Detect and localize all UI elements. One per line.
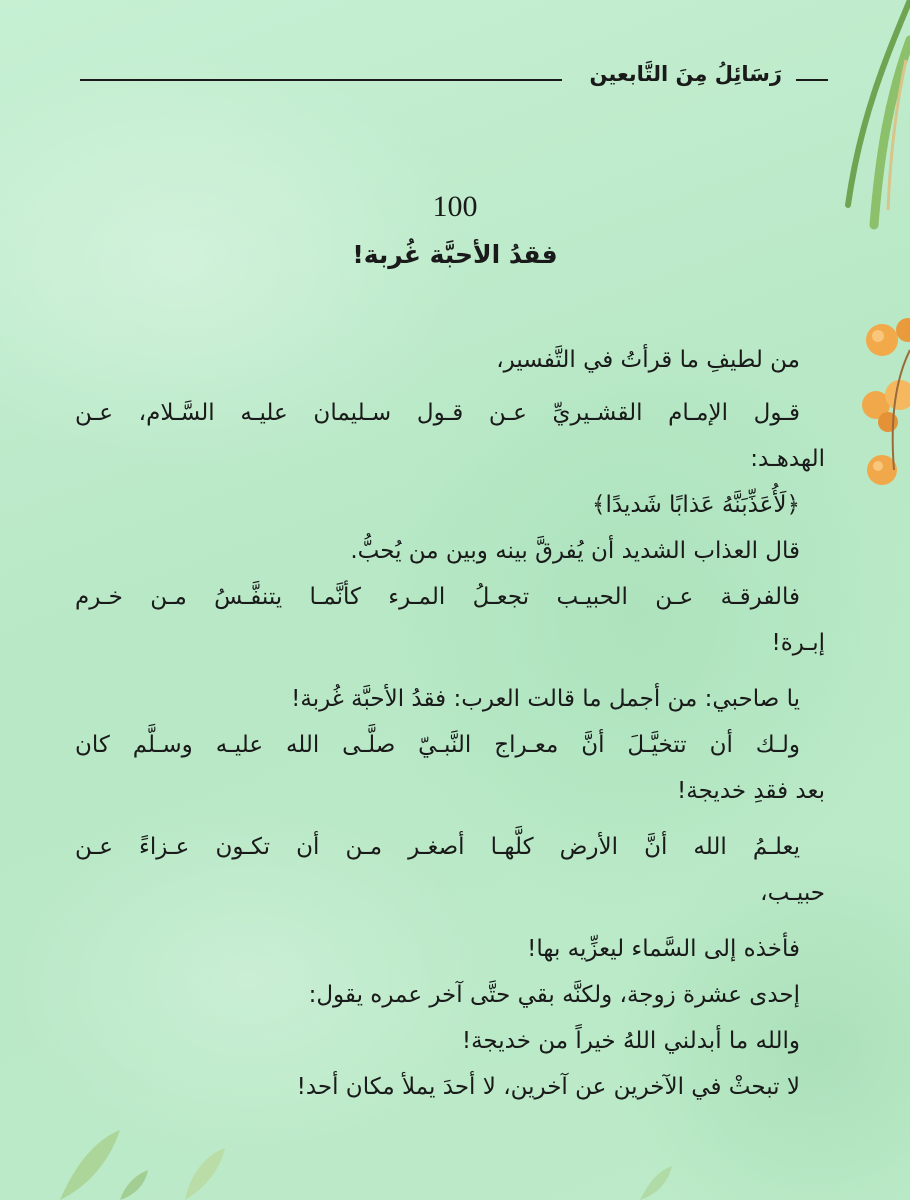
text-line: ولـك أن تتخيَّـلَ أنَّ معـراج النَّبـيّ صلَّـى الله عليـه وسـلَّم كان (75, 732, 800, 758)
text-line: حبيـب، (760, 880, 825, 906)
text-line: لا تبحثْ في الآخرين عن آخرين، لا أحدَ يملأ مكان أحد! (296, 1074, 800, 1100)
text-line: من لطيفِ ما قرأتُ في التَّفسير، (496, 347, 800, 373)
running-header (80, 58, 828, 98)
text-line: يا صاحبي: من أجمل ما قالت العرب: فقدُ الأحبَّة غُربة! (291, 686, 800, 712)
text-line: يعلـمُ الله أنَّ الأرض كلَّهـا أصغـر مـن أن تكـون عـزاءً عـن (75, 834, 800, 860)
text-line: قـول الإمـام القشـيريِّ عـن قـول سـليمان عليـه السَّـلام، عـن (75, 400, 800, 426)
quran-verse: ﴿لَأُعَذِّبَنَّهُ عَذابًا شَديدًا﴾ (592, 492, 800, 518)
text-line: إبـرة! (771, 630, 825, 656)
text-line: الهدهـد: (750, 446, 825, 472)
text-line: فأخذه إلى السَّماء ليعزِّيه بها! (527, 936, 800, 962)
page-number: 100 (432, 190, 478, 223)
text-line: والله ما أبدلني اللهُ خيراً من خديجة! (461, 1028, 800, 1054)
body-text (75, 330, 825, 1110)
header-rule (80, 79, 562, 81)
text-line: بعد فقدِ خديجة! (677, 778, 825, 804)
text-line: إحدى عشرة زوجة، ولكنَّه بقي حتَّى آخر عمره يقول: (308, 982, 800, 1008)
text-line: قال العذاب الشديد أن يُفرقَّ بينه وبين من يُحبُّ. (350, 538, 800, 564)
header-rule (796, 79, 828, 81)
chapter-title: فقدُ الأحبَّة غُربة! (352, 240, 558, 269)
text-line: فالفرقـة عـن الحبيـب تجعـلُ المـرء كأنَّمـا يتنفَّـسُ مـن خـرم (75, 584, 800, 610)
book-title: رَسَائِلُ مِنَ التَّابعين (589, 62, 782, 86)
